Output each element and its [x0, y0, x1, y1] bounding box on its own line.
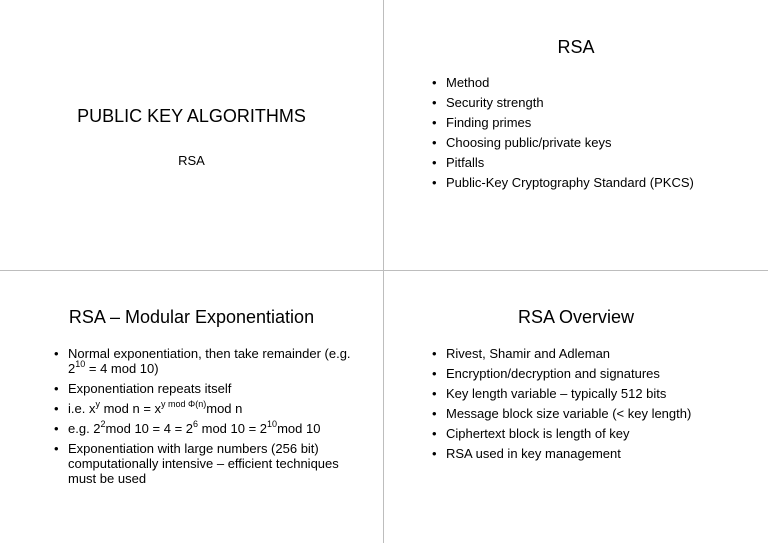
bullet-icon: • [432, 386, 437, 401]
list-item: • Normal exponentiation, then take remainder (e.g. $2^{10} = 4$ mod 10) [54, 346, 351, 376]
slide3-bullet-list [52, 346, 352, 491]
bullet-icon: • [54, 381, 59, 396]
slide4-bullet-list [430, 346, 750, 466]
bullet-icon: • [432, 426, 437, 441]
list-item: • e.g. $2^2mod$ $10 = 4 = 2^6$ mod $10 = 2^{10}mod$ 10 [54, 418, 321, 436]
list-item: • Choosing public/private keys [432, 135, 612, 150]
list-item: • Exponentiation repeats itself [54, 381, 232, 396]
bullet-icon: • [432, 135, 437, 150]
slide2-title: RSA [557, 37, 595, 57]
list-item: • Method [432, 75, 490, 90]
list-item: • Key length variable – typically 512 bits [432, 386, 667, 401]
bullet-icon: • [54, 346, 59, 361]
bullet-icon: • [432, 115, 437, 130]
bullet-icon: • [432, 95, 437, 110]
list-item: • Pitfalls [432, 155, 485, 170]
slide1-title: PUBLIC KEY ALGORITHMS [77, 106, 306, 126]
list-item: • RSA used in key management [432, 446, 621, 461]
slide1-subtitle: RSA [178, 153, 205, 168]
list-item: • Message block size variable (< key length) [432, 406, 692, 421]
bullet-icon: • [432, 75, 437, 90]
bullet-icon: • [432, 406, 437, 421]
slide3-title: RSA – Modular Exponentiation [68, 307, 315, 327]
list-item: • Finding primes [432, 115, 532, 130]
slide2-bullet-list [430, 75, 700, 195]
list-item: • Public-Key Cryptography Standard (PKCS) [432, 175, 694, 190]
bullet-icon: • [54, 441, 59, 456]
vertical-divider [383, 0, 384, 543]
list-item: • Rivest, Shamir and Adleman [432, 346, 611, 361]
list-item: • Ciphertext block is length of key [432, 426, 630, 441]
bullet-icon: • [432, 366, 437, 381]
list-item: • Exponentiation with large numbers (256 bit) computationally intensive – efficient techniques must be used [54, 441, 339, 486]
list-item: • i.e. $x^y$ mod $n = x^{y mod \Phi(n)}mod$ n [54, 398, 243, 416]
bullet-icon: • [432, 155, 437, 170]
bullet-icon: • [432, 446, 437, 461]
horizontal-divider [0, 270, 768, 271]
list-item: • Security strength [432, 95, 544, 110]
bullet-icon: • [54, 401, 59, 416]
list-item: • Encryption/decryption and signatures [432, 366, 660, 381]
bullet-icon: • [432, 175, 437, 190]
bullet-icon: • [432, 346, 437, 361]
bullet-icon: • [54, 421, 59, 436]
slide4-title: RSA Overview [517, 307, 635, 327]
